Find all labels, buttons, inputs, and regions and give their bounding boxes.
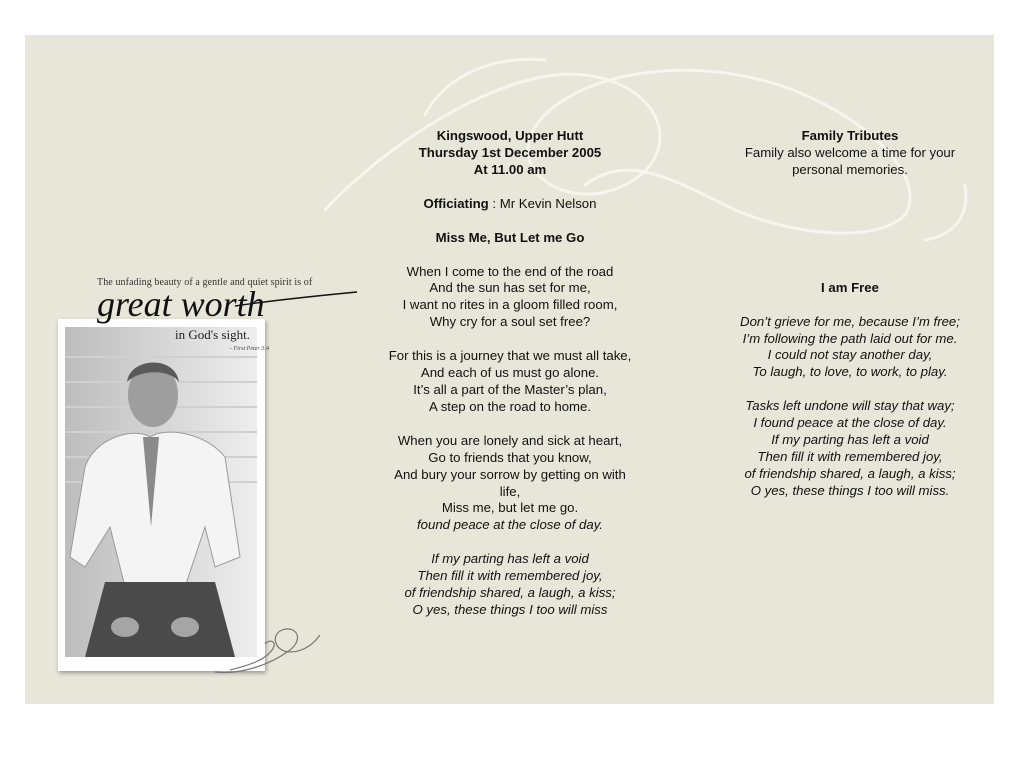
- officiating-label: Officiating: [423, 195, 489, 211]
- poem-line: O yes, these things I too will miss: [412, 601, 608, 617]
- poem-line: of friendship shared, a laugh, a kiss;: [404, 585, 616, 601]
- poem-line: And each of us must go alone.: [420, 365, 600, 381]
- poem-line: I’m following the path laid out for me.: [742, 330, 958, 346]
- poem-line: When you are lonely and sick at heart,: [397, 432, 623, 448]
- service-time: At 11.00 am: [473, 161, 547, 177]
- script-text: great worth: [97, 284, 265, 324]
- poem-line: I could not stay another day,: [767, 347, 933, 363]
- poem-line: Tasks left undone will stay that way;: [745, 398, 955, 414]
- poem-line: of friendship shared, a laugh, a kiss;: [744, 465, 956, 481]
- poem-line: And the sun has set for me,: [429, 280, 591, 296]
- service-column: [360, 128, 660, 619]
- poem-line: When I come to the end of the road: [406, 263, 614, 279]
- memorial-photo: [58, 319, 265, 671]
- poem-line: Go to friends that you know,: [428, 449, 592, 465]
- poem-line: I found peace at the close of day.: [753, 415, 947, 431]
- poem-line: found peace at the close of day.: [417, 517, 603, 533]
- decorative-curl: [210, 620, 325, 680]
- poem-line: life,: [499, 483, 521, 499]
- poem-line: To laugh, to love, to work, to play.: [752, 364, 948, 380]
- program-page: [25, 35, 994, 704]
- poem2-title: I am Free: [821, 279, 879, 295]
- poem-line: If my parting has left a void: [431, 551, 589, 567]
- poem-line: Miss me, but let me go.: [441, 500, 579, 516]
- gods-sight-text: in God's sight.: [175, 327, 250, 342]
- poem-line: It’s all a part of the Master’s plan,: [413, 381, 607, 397]
- tributes-title: Family Tributes: [801, 128, 899, 143]
- officiating-line: Officiating : Mr Kevin Nelson: [423, 195, 597, 211]
- quote-text: The unfading beauty of a gentle and quiet spirit is of: [97, 277, 313, 288]
- poem-line: Then fill it with remembered joy,: [417, 568, 603, 584]
- poem-line: Then fill it with remembered joy,: [757, 448, 943, 464]
- poem-line: O yes, these things I too will miss.: [750, 482, 950, 498]
- poem-line: A step on the road to home.: [428, 398, 592, 414]
- tributes-line: Family also welcome a time for your: [744, 144, 956, 160]
- tributes-column: [705, 128, 994, 500]
- officiant-name: Mr Kevin Nelson: [499, 195, 597, 211]
- venue: Kingswood, Upper Hutt: [436, 128, 584, 143]
- tributes-line: personal memories.: [792, 161, 908, 177]
- poem-line: If my parting has left a void: [771, 432, 929, 448]
- poem-line: I want no rites in a gloom filled room,: [402, 297, 618, 313]
- scripture-reference: - First Peter 3:4: [230, 346, 270, 352]
- service-date: Thursday 1st December 2005: [418, 144, 602, 160]
- poem-line: And bury your sorrow by getting on with: [394, 466, 626, 482]
- poem1-title: Miss Me, But Let me Go: [435, 229, 585, 245]
- poem-line: Don’t grieve for me, because I’m free;: [740, 313, 960, 329]
- great-worth-script: [95, 282, 365, 330]
- poem-line: For this is a journey that we must all take,: [388, 348, 632, 364]
- portrait-image: [65, 327, 257, 657]
- poem-line: Why cry for a soul set free?: [429, 314, 591, 330]
